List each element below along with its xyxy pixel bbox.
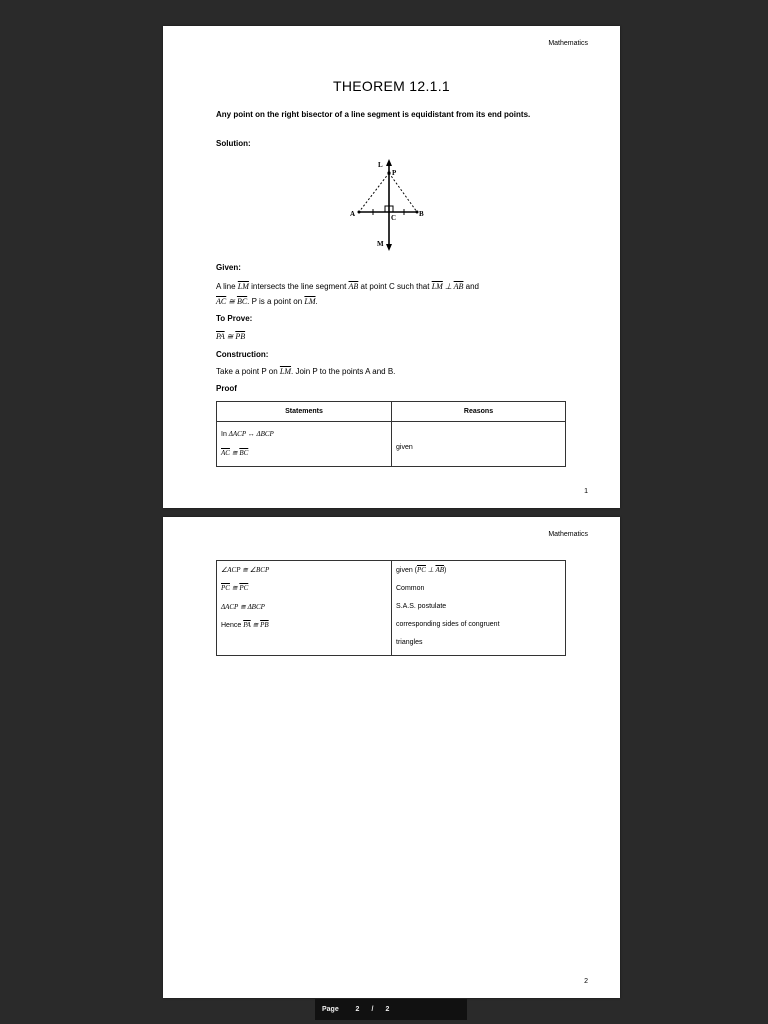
page-number: 1 bbox=[584, 488, 588, 495]
statement-cell: In ΔACP ↔ ΔBCP $\overline{AC}$ ≅ $\overline{BC}$ bbox=[217, 422, 392, 467]
to-prove-statement: $\overline{PA}$ ≅ $\overline{PB}$ bbox=[216, 332, 246, 341]
proof-table-part-2 bbox=[216, 560, 566, 656]
reason-cell: given ($\overline{PC}$ ⊥ $\overline{AB}$) Common S.A.S. postulate corresponding sides of congruent triangles bbox=[392, 561, 566, 656]
total-pages: 2 bbox=[385, 1006, 390, 1013]
given-line-2: $\overline{AC}$ ≅ $\overline{BC}$. P is a point on $\overline{LM}$. bbox=[216, 297, 318, 306]
running-head: Mathematics bbox=[548, 40, 588, 47]
proof-heading: Proof bbox=[216, 384, 237, 393]
arrow-down-icon bbox=[386, 244, 392, 251]
page-indicator bbox=[315, 999, 467, 1020]
label-b: B bbox=[419, 210, 424, 218]
page-number: 2 bbox=[584, 978, 588, 985]
construction-text: Take a point P on $\overline{LM}$. Join P to the points A and B. bbox=[216, 367, 396, 376]
solution-heading: Solution: bbox=[216, 139, 251, 148]
table-row bbox=[217, 422, 566, 467]
label-a: A bbox=[350, 210, 356, 218]
current-page[interactable]: 2 bbox=[355, 1006, 360, 1013]
statements-header: Statements bbox=[217, 402, 392, 422]
document-page-1 bbox=[163, 26, 620, 508]
construction-heading: Construction: bbox=[216, 350, 269, 359]
running-head: Mathematics bbox=[548, 531, 588, 538]
page-label: Page bbox=[322, 1006, 339, 1013]
given-line-1: A line $\overline{LM}$ intersects the line segment $\overline{AB}$ at point C such that $\overline{LM}$ ⊥ $\overline{AB}$ and bbox=[216, 282, 479, 291]
theorem-statement: Any point on the right bisector of a line segment is equidistant from its end points. bbox=[216, 110, 531, 119]
label-c: C bbox=[391, 214, 397, 222]
geometry-figure bbox=[348, 157, 428, 253]
label-m: M bbox=[377, 240, 384, 248]
table-row bbox=[217, 561, 566, 656]
given-heading: Given: bbox=[216, 263, 241, 272]
proof-table-part-1 bbox=[216, 401, 566, 467]
statement-cell: ∠ACP ≅ ∠BCP $\overline{PC}$ ≅ $\overline{PC}$ ΔACP ≅ ΔBCP Hence $\overline{PA}$ ≅ $\overline{PB}$ bbox=[217, 561, 392, 656]
to-prove-heading: To Prove: bbox=[216, 314, 253, 323]
label-p: P bbox=[392, 169, 397, 177]
arrow-up-icon bbox=[386, 159, 392, 166]
reasons-header: Reasons bbox=[392, 402, 566, 422]
theorem-title: THEOREM 12.1.1 bbox=[332, 78, 450, 94]
label-l: L bbox=[378, 161, 383, 169]
page-separator: / bbox=[371, 1006, 374, 1013]
reason-cell: given bbox=[392, 422, 566, 467]
document-page-2 bbox=[163, 517, 620, 998]
